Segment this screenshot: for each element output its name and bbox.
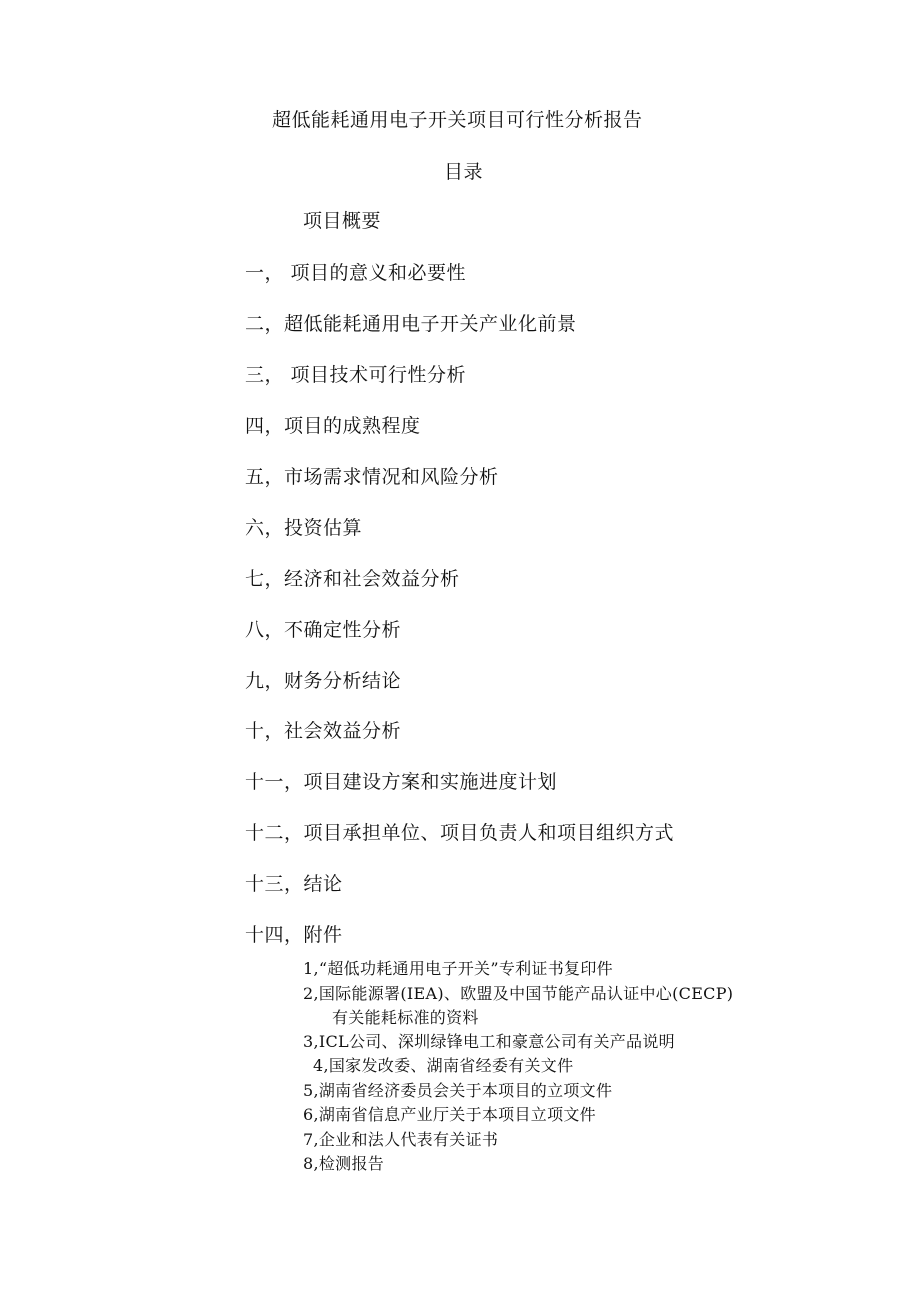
attachment-item: 7,企业和法人代表有关证书 xyxy=(303,1130,499,1149)
toc-item: 十四，附件 xyxy=(245,924,343,946)
attachment-item: 3,ICL公司、深圳绿锋电工和豪意公司有关产品说明 xyxy=(303,1032,675,1051)
attachment-item: 5,湖南省经济委员会关于本项目的立项文件 xyxy=(303,1081,613,1100)
toc-heading: 目录 xyxy=(444,161,484,183)
toc-item: 八，不确定性分析 xyxy=(245,619,402,641)
document-title: 超低能耗通用电子开关项目可行性分析报告 xyxy=(272,109,643,131)
attachment-item-continued: 有关能耗标准的资料 xyxy=(332,1008,479,1027)
toc-item: 三， 项目技术可行性分析 xyxy=(245,364,467,386)
toc-item: 十一，项目建设方案和实施进度计划 xyxy=(245,771,558,793)
toc-item: 五，市场需求情况和风险分析 xyxy=(245,466,499,488)
toc-item: 二，超低能耗通用电子开关产业化前景 xyxy=(245,313,577,335)
attachment-item: 8,检测报告 xyxy=(303,1154,385,1173)
toc-item: 十三，结论 xyxy=(245,873,343,895)
toc-item: 四，项目的成熟程度 xyxy=(245,415,421,437)
attachment-item: 6,湖南省信息产业厅关于本项目立项文件 xyxy=(303,1105,596,1124)
attachment-item: 2,国际能源署(IEA)、欧盟及中国节能产品认证中心(CECP) xyxy=(303,984,734,1003)
attachment-item: 4,国家发改委、湖南省经委有关文件 xyxy=(313,1056,574,1075)
toc-overview: 项目概要 xyxy=(303,210,382,232)
toc-item: 六，投资估算 xyxy=(245,517,363,539)
toc-item: 七，经济和社会效益分析 xyxy=(245,568,460,590)
attachment-item: 1,“超低功耗通用电子开关”专利证书复印件 xyxy=(303,959,613,978)
toc-item: 九，财务分析结论 xyxy=(245,670,402,692)
toc-item: 一， 项目的意义和必要性 xyxy=(245,262,467,284)
toc-item: 十二，项目承担单位、项目负责人和项目组织方式 xyxy=(245,822,675,844)
toc-item: 十，社会效益分析 xyxy=(245,720,402,742)
